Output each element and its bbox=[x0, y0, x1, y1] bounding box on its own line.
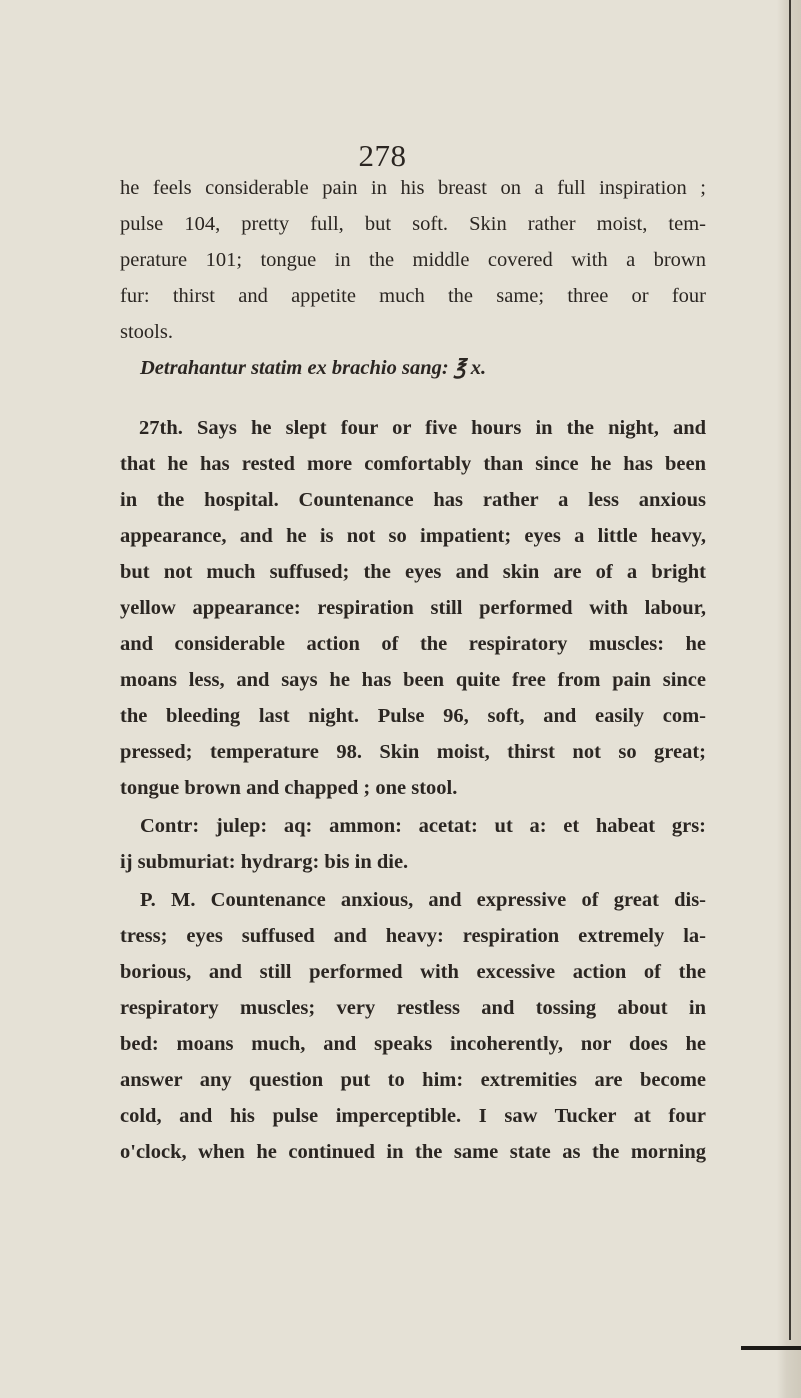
page-number: 278 bbox=[358, 138, 407, 173]
text-line: appearance, and he is not so impatient; eyes a little heavy, bbox=[120, 525, 706, 547]
prescription-line: ij submuriat: hydrarg: bis in die. bbox=[120, 851, 409, 873]
text-line: cold, and his pulse imperceptible. I saw Tucker at four bbox=[120, 1105, 706, 1127]
text-line: yellow appearance: respiration still performed with labour, bbox=[120, 597, 706, 619]
text-line: P. M. Countenance anxious, and expressive of great dis- bbox=[140, 889, 706, 911]
text-line: pressed; temperature 98. Skin moist, thirst not so great; bbox=[120, 741, 706, 763]
page-edge-line bbox=[789, 0, 791, 1340]
text-line: pulse 104, pretty full, but soft. Skin rather moist, tem- bbox=[120, 213, 706, 235]
text-line: 27th. Says he slept four or five hours in the night, and bbox=[139, 417, 706, 439]
text-line: o'clock, when he continued in the same state as the morning bbox=[120, 1141, 706, 1163]
text-line: fur: thirst and appetite much the same; three or four bbox=[120, 285, 706, 307]
text-line: he feels considerable pain in his breast on a full inspiration ; bbox=[120, 177, 706, 199]
prescription-line: Detrahantur statim ex brachio sang: ℥ x. bbox=[140, 357, 487, 379]
text-line: and considerable action of the respiratory muscles: he bbox=[120, 633, 706, 655]
text-line: that he has rested more comfortably than since he has been bbox=[120, 453, 706, 475]
text-line: answer any question put to him: extremities are become bbox=[120, 1069, 706, 1091]
bottom-rule bbox=[741, 1346, 801, 1350]
text-line: borious, and still performed with excessive action of the bbox=[120, 961, 706, 983]
prescription-line: Contr: julep: aq: ammon: acetat: ut a: et habeat grs: bbox=[140, 815, 706, 837]
text-line: but not much suffused; the eyes and skin are of a bright bbox=[120, 561, 706, 583]
text-line: respiratory muscles; very restless and tossing about in bbox=[120, 997, 706, 1019]
text-line: perature 101; tongue in the middle covered with a brown bbox=[120, 249, 706, 271]
text-line: bed: moans much, and speaks incoherently, nor does he bbox=[120, 1033, 706, 1055]
text-line: tongue brown and chapped ; one stool. bbox=[120, 777, 458, 799]
text-line: in the hospital. Countenance has rather a less anxious bbox=[120, 489, 706, 511]
text-line: tress; eyes suffused and heavy: respiration extremely la- bbox=[120, 925, 706, 947]
text-line: moans less, and says he has been quite free from pain since bbox=[120, 669, 706, 691]
text-line: stools. bbox=[120, 321, 173, 343]
text-line: the bleeding last night. Pulse 96, soft, and easily com- bbox=[120, 705, 706, 727]
